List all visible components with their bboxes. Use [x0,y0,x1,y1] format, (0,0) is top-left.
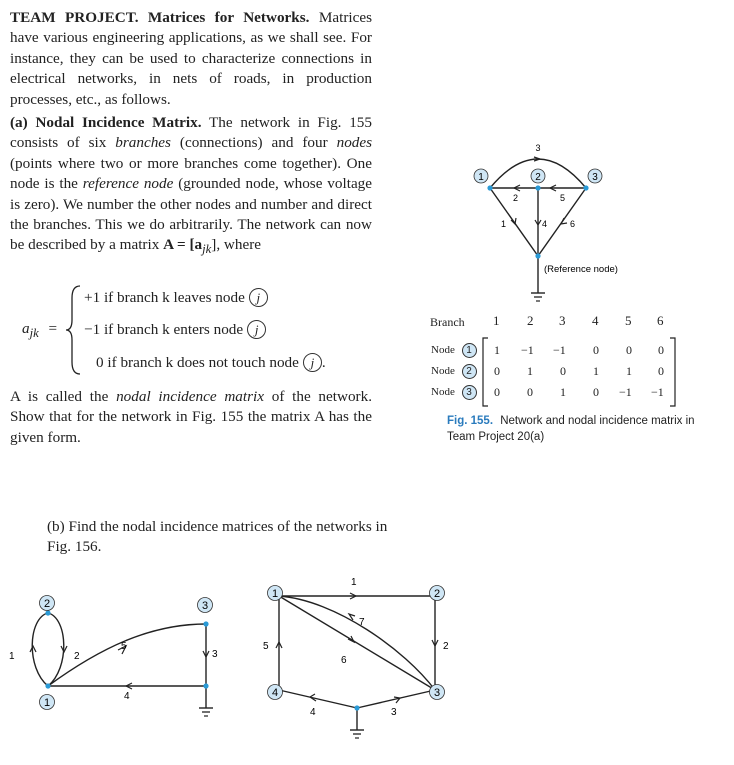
cell-3-5: −1 [619,385,632,399]
matrix-col-1: 1 [493,313,500,328]
intro-title: TEAM PROJECT. Matrices for Networks. [10,9,310,26]
right-branch-4-label: 4 [310,707,316,718]
node-1-dot [487,185,492,190]
left-node-2-label: 2 [43,598,51,610]
cell-3-2: 0 [527,385,533,399]
right-branch-3 [357,690,435,708]
branch-4-label: 4 [542,219,548,229]
part-a-text-1: The network in Fig. 155 consists of six [10,114,372,152]
node-2-label: 2 [535,172,541,183]
ref-node-dot [535,253,540,258]
cell-2-6: 0 [658,364,664,378]
case-3-text: 0 if branch k does not touch node [96,354,299,371]
part-a-text-4: (grounded node, whose voltage is zero). We number the other nodes and number and direct the branches. This we do arbitrarily. The network can now be described by a matrix [10,175,373,254]
cell-2-1: 0 [494,364,500,378]
part-a-paragraph [10,113,372,260]
row-2-node: 2 [462,364,477,379]
fig155-caption-label: Fig. 155. [447,415,494,427]
left-node-1-label: 1 [43,697,51,709]
matrix-col-5: 5 [625,313,632,328]
row-3-node: 3 [462,385,477,400]
term-nodes: nodes [336,134,373,152]
right-node-3-label: 3 [433,687,441,699]
ajk-symbol [22,320,57,341]
part-a-title: (a) Nodal Incidence Matrix. [10,114,202,131]
left-branch-2 [48,613,64,686]
matrix-col-6: 6 [657,313,664,328]
right-node-1-label: 1 [271,588,279,600]
cell-1-4: 0 [593,343,599,357]
part-b-paragraph [47,517,407,558]
matrix-brackets [480,336,680,408]
fig156-left-network [0,588,240,728]
ajk-equals: = [48,320,58,337]
matrix-def-sub: jk [202,242,212,257]
cell-1-6: 0 [658,343,664,357]
node-1-label: 1 [478,172,484,183]
branch-1-label: 1 [501,219,507,229]
branch-2-label: 2 [513,193,519,203]
term-branches: branches [115,134,171,152]
cases-brace [64,284,84,376]
branch-6-label: 6 [570,219,576,229]
right-branch-6 [279,596,435,690]
row-3-label-text: Node [431,386,455,398]
cell-2-3: 0 [560,364,566,378]
right-node-2-label: 2 [433,588,441,600]
matrix-col-2: 2 [527,313,534,328]
right-branch-7-label: 7 [359,617,365,628]
part-a-text-2: (connections) and four [179,134,328,152]
matrix-row-2-label [431,364,477,379]
left-branch-2-label: 2 [74,651,80,662]
conclusion-2: of the network. Show that for the network in Fig. 155 the matrix A has the given form. [10,388,372,446]
cell-1-5: 0 [626,343,632,357]
matrix-col-3: 3 [559,313,566,328]
conclusion-1: A is called the [10,388,109,405]
fig155-network [460,138,640,306]
node-3-label: 3 [592,172,598,183]
case-2-node: j [247,320,266,339]
fig155-caption-text: Network and nodal incidence matrix in Team Project 20(a) [447,415,695,443]
right-branch-4 [279,690,357,708]
ajk-letter: a [22,320,30,337]
branch-6-arrow [561,218,567,224]
row-1-node: 1 [462,343,477,358]
cell-2-5: 1 [626,364,632,378]
right-branch-1-label: 1 [351,577,357,588]
fig155-caption [447,413,697,445]
right-node-4-label: 4 [271,687,279,699]
left-ground-node-dot [203,683,208,688]
conclusion-term: nodal incidence matrix [116,388,264,405]
matrix-col-4: 4 [592,313,599,328]
intro-body: Matrices have various engineering applications, as we shall see. For instance, they can be used to characterize connections in electrical networks, in nets of roads, in production processes, etc., as follows. [10,9,373,108]
cell-2-4: 1 [593,364,599,378]
term-reference-node: reference node [82,175,174,193]
cell-3-1: 0 [494,385,500,399]
case-enters [84,320,266,339]
left-branch-4-label: 4 [124,691,130,702]
row-2-label-text: Node [431,365,455,377]
matrix-row-1-label [431,343,477,358]
part-a-text-3: (points where two or more branches come together). One node is the [10,154,372,193]
case-not-touch [96,353,326,372]
cell-2-2: 1 [527,364,533,378]
matrix-header-label: Branch [430,315,465,329]
branch-5-label: 5 [560,193,566,203]
cell-3-3: 1 [560,385,566,399]
left-branch-1-label: 1 [9,651,15,662]
case-3-node: j [303,353,322,372]
case-1-text: +1 if branch k leaves node [84,289,245,306]
node-3-dot [583,185,588,190]
matrix-def: A = [a [163,236,203,254]
reference-node-label: (Reference node) [544,264,618,275]
ajk-sub: jk [29,326,39,341]
cell-1-1: 1 [494,343,500,357]
cell-3-6: −1 [651,385,664,399]
left-node-3-dot [203,621,208,626]
case-2-text: −1 if branch k enters node [84,321,244,338]
cell-1-3: −1 [553,343,566,357]
right-branch-3-arrow [394,697,400,703]
row-1-label-text: Node [431,344,455,356]
right-branch-3-label: 3 [391,707,397,718]
node-2-dot [535,185,540,190]
left-node-1-dot [45,683,50,688]
intro-paragraph [10,8,372,110]
matrix-def-end: ], where [211,236,262,254]
right-branch-2-label: 2 [443,641,449,652]
conclusion-paragraph [10,387,372,448]
matrix-row-3-label [431,385,477,400]
right-branch-6-label: 6 [341,655,347,666]
left-branch-5 [48,624,206,686]
left-node-2-dot [45,610,50,615]
case-1-node: j [249,288,268,307]
cell-3-4: 0 [593,385,599,399]
case-leaves [84,288,268,307]
case-end: . [321,354,326,371]
left-branch-3-label: 3 [212,649,218,660]
right-ground-node-dot [354,705,359,710]
left-branch-5-label: 5 [121,641,127,652]
part-b-text: (b) Find the nodal incidence matrices of the networks in Fig. 156. [47,518,388,556]
fig156-right-network [255,570,460,755]
branch-3-label: 3 [535,143,541,153]
left-node-3-label: 3 [201,600,209,612]
cell-1-2: −1 [521,343,534,357]
right-branch-5-label: 5 [263,641,269,652]
